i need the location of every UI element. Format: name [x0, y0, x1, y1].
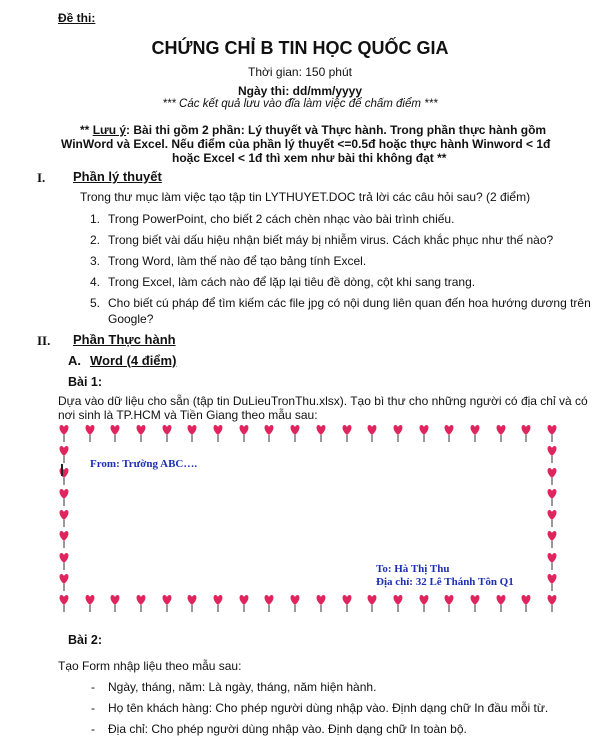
heart-icon [520, 424, 532, 442]
exam-label: Đề thi: [58, 11, 96, 25]
bullet-text: Địa chỉ: Cho phép người dùng nhập vào. Định dạng chữ In toàn bộ. [108, 722, 467, 736]
heart-icon [392, 594, 404, 612]
save-note: *** Các kết quả lưu vào đĩa làm việc để chấm điểm *** [162, 98, 438, 110]
section-1-number: I. [37, 170, 46, 185]
heart-icon [341, 594, 353, 612]
heart-icon [443, 424, 455, 442]
bullet-dash: - [91, 701, 95, 715]
section-1-title: Phần lý thuyết [73, 169, 162, 184]
heart-icon [418, 594, 430, 612]
heart-icon [238, 594, 250, 612]
heart-icon [109, 594, 121, 612]
heart-icon [109, 424, 121, 442]
heart-icon [58, 594, 70, 612]
heart-icon [366, 424, 378, 442]
question-text: Trong Word, làm thế nào để tạo bảng tính Excel. [108, 254, 367, 268]
heart-icon [212, 594, 224, 612]
question-number: 3. [89, 254, 100, 268]
envelope-sample [58, 424, 558, 612]
question-number: 2. [89, 233, 100, 247]
heart-icon [392, 424, 404, 442]
exercise-1-line-1: Dựa vào dữ liệu cho sẵn (tập tin DuLieuTronThu.xlsx). Tạo bì thư cho những người có địa chỉ và có [58, 394, 588, 408]
heart-icon [289, 424, 301, 442]
heart-icon [135, 424, 147, 442]
subsection-a-letter: A. [68, 353, 81, 368]
question-number: 4. [89, 275, 100, 289]
heart-icon [84, 424, 96, 442]
exercise-1-label: Bài 1: [68, 375, 103, 389]
bullet-text: Họ tên khách hàng: Cho phép người dùng nhập vào. Định dạng chữ In đầu mỗi từ. [108, 701, 549, 715]
heart-icon [84, 594, 96, 612]
heart-icon [546, 552, 558, 570]
exercise-2-intro: Tạo Form nhập liệu theo mẫu sau: [58, 659, 242, 673]
heart-icon [58, 573, 70, 591]
heart-icon [546, 573, 558, 591]
heart-icon [546, 488, 558, 506]
heart-icon [315, 424, 327, 442]
heart-icon [341, 424, 353, 442]
exercise-1-line-2: nơi sinh là TP.HCM và Tiền Giang theo mẫu sau: [58, 408, 318, 422]
heart-icon [315, 594, 327, 612]
envelope-to: To: Hà Thị Thu [376, 563, 450, 575]
question-text: Trong Excel, làm cách nào để lặp lại tiêu đề dòng, cột khi sang trang. [108, 275, 476, 289]
question-text: Trong biết vài dấu hiệu nhận biết máy bị nhiễm virus. Cách khắc phục như thế nào? [108, 233, 554, 247]
heart-icon [520, 594, 532, 612]
heart-icon [546, 509, 558, 527]
heart-icon [58, 488, 70, 506]
bullet-text: Ngày, tháng, năm: Là ngày, tháng, năm hiện hành. [108, 680, 377, 694]
question-text-continued: Google? [108, 312, 154, 326]
envelope-address: Địa chỉ: 32 Lê Thánh Tôn Q1 [376, 576, 514, 588]
heart-icon [546, 594, 558, 612]
heart-icon [495, 424, 507, 442]
exam-date: Ngày thi: dd/mm/yyyy [237, 84, 363, 98]
question-text: Cho biết cú pháp để tìm kiếm các file jpg có nội dung liên quan đến hoa hướng dương trên [108, 296, 591, 310]
heart-icon [58, 530, 70, 548]
text-cursor [61, 464, 63, 476]
heart-icon [546, 467, 558, 485]
heart-icon [58, 552, 70, 570]
heart-icon [58, 467, 70, 485]
heart-icon [263, 424, 275, 442]
heart-icon [58, 445, 70, 463]
heart-icon [469, 594, 481, 612]
exam-title: CHỨNG CHỈ B TIN HỌC QUỐC GIA [151, 38, 449, 58]
theory-intro: Trong thư mục làm việc tạo tập tin LYTHUYET.DOC trả lời các câu hỏi sau? (2 điểm) [80, 190, 531, 204]
heart-icon [546, 424, 558, 442]
notice-line-1: ** Lưu ý: Bài thi gồm 2 phần: Lý thuyết và Thực hành. Trong phần thực hành gồm [80, 123, 547, 137]
heart-icon [161, 424, 173, 442]
heart-icon [443, 594, 455, 612]
notice-label: Lưu ý [92, 123, 127, 137]
heart-icon [546, 445, 558, 463]
heart-icon [289, 594, 301, 612]
question-number: 5. [89, 296, 100, 310]
exercise-2-label: Bài 2: [68, 633, 103, 647]
heart-icon [546, 530, 558, 548]
heart-icon [238, 424, 250, 442]
section-2-title: Phần Thực hành [73, 332, 176, 347]
subsection-a-title: Word (4 điểm) [90, 353, 177, 368]
notice-line-3: hoặc Excel < 1đ thì xem như bài thi không đạt ** [172, 151, 447, 165]
section-2-number: II. [37, 333, 51, 348]
notice-line-2: WinWord và Excel. Nếu điểm của phần lý thuyết <=0.5đ hoặc thực hành Winword < 1đ [61, 137, 551, 151]
heart-icon [212, 424, 224, 442]
envelope-from: From: Trường ABC…. [90, 458, 198, 470]
heart-icon [186, 424, 198, 442]
heart-icon [58, 424, 70, 442]
question-number: 1. [89, 212, 100, 226]
heart-icon [58, 509, 70, 527]
question-text: Trong PowerPoint, cho biết 2 cách chèn nhạc vào bài trình chiếu. [108, 212, 455, 226]
heart-icon [495, 594, 507, 612]
heart-icon [186, 594, 198, 612]
heart-icon [263, 594, 275, 612]
heart-icon [366, 594, 378, 612]
bullet-dash: - [91, 722, 95, 736]
exam-duration: Thời gian: 150 phút [248, 65, 352, 79]
heart-icon [135, 594, 147, 612]
heart-icon [418, 424, 430, 442]
heart-icon [161, 594, 173, 612]
heart-icon [469, 424, 481, 442]
bullet-dash: - [91, 680, 95, 694]
